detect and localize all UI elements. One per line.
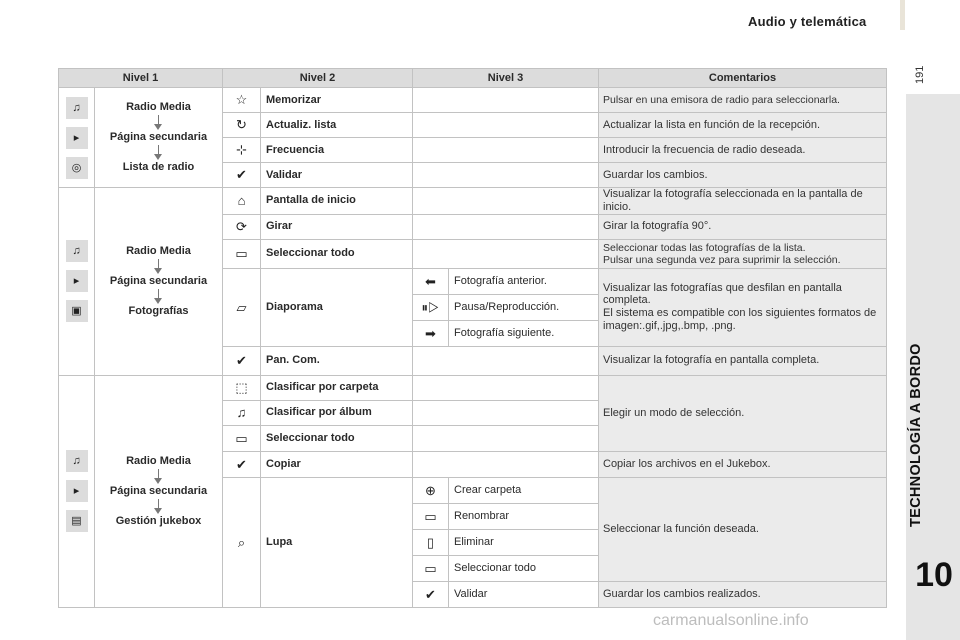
level3-empty: [413, 113, 599, 138]
level3-empty: [413, 346, 599, 375]
level3-label: Eliminar: [449, 529, 599, 555]
level2-label: Seleccionar todo: [261, 239, 413, 268]
level2-label: Lupa: [261, 477, 413, 607]
arrow-down-icon: [158, 499, 159, 511]
level1-path-photos: Radio Media Página secundaria Fotografías: [95, 188, 223, 376]
comment-cell: Visualizar la fotografía seleccionada en la pantalla de inicio.: [599, 188, 887, 215]
level3-empty: [413, 138, 599, 163]
level3-empty: [413, 451, 599, 477]
level3-label: Fotografía anterior.: [449, 268, 599, 294]
level2-label: Copiar: [261, 451, 413, 477]
select-all-icon: ▭: [223, 239, 261, 268]
rename-icon: ▭: [413, 503, 449, 529]
level2-label: Diaporama: [261, 268, 413, 346]
table-row: [59, 88, 887, 113]
arrow-left-icon: ⬅: [413, 268, 449, 294]
rotate-icon: ⟳: [223, 214, 261, 239]
comment-cell: Elegir un modo de selección.: [599, 375, 887, 451]
arrow-down-icon: [158, 289, 159, 301]
level3-empty: [413, 375, 599, 400]
home-screen-icon: ⌂: [223, 188, 261, 215]
music-note-icon: ♫: [66, 240, 88, 262]
level2-label: Clasificar por álbum: [261, 400, 413, 425]
level2-label: Validar: [261, 163, 413, 188]
arrow-down-icon: [158, 115, 159, 127]
arrow-right-icon: ➡: [413, 320, 449, 346]
column-header-level3: Nivel 3: [413, 69, 599, 88]
comment-cell: Introducir la frecuencia de radio deseada.: [599, 138, 887, 163]
select-all-icon: ▭: [413, 555, 449, 581]
page-header-title: Audio y telemática: [748, 14, 867, 29]
level2-label: Girar: [261, 214, 413, 239]
level1-icons-jukebox: [59, 375, 95, 607]
table-row: [59, 188, 887, 215]
folder-icon: ⬚: [223, 375, 261, 400]
level3-label: Pausa/Reproducción.: [449, 294, 599, 320]
album-icon: ♫: [223, 400, 261, 425]
comment-cell: Seleccionar todas las fotografías de la lista. Pulsar una segunda vez para suprimir la selección.: [599, 239, 887, 268]
level3-empty: [413, 239, 599, 268]
table-header-row: [59, 69, 887, 88]
jukebox-icon: ▤: [66, 510, 88, 532]
header-accent-bar: [900, 0, 905, 30]
footer-watermark: carmanualsonline.info: [653, 612, 809, 629]
page-icon: ▸: [66, 127, 88, 149]
level3-empty: [413, 425, 599, 451]
column-header-level2: Nivel 2: [223, 69, 413, 88]
level3-empty: [413, 214, 599, 239]
comment-cell: Visualizar la fotografía en pantalla completa.: [599, 346, 887, 375]
level3-empty: [413, 163, 599, 188]
comment-cell: Copiar los archivos en el Jukebox.: [599, 451, 887, 477]
comment-cell: Girar la fotografía 90°.: [599, 214, 887, 239]
level3-label: Crear carpeta: [449, 477, 599, 503]
menu-structure-table: [58, 68, 887, 608]
level2-label: Seleccionar todo: [261, 425, 413, 451]
pause-play-icon: ⏸▷: [413, 294, 449, 320]
new-folder-icon: ⊕: [413, 477, 449, 503]
chapter-section-label: TECHNOLOGÍA A BORDO: [908, 343, 924, 527]
music-note-icon: ♫: [66, 450, 88, 472]
arrow-down-icon: [158, 469, 159, 481]
level2-label: Clasificar por carpeta: [261, 375, 413, 400]
check-icon: ✔: [413, 581, 449, 607]
radio-antenna-icon: ◎: [66, 157, 88, 179]
level3-empty: [413, 400, 599, 425]
page-number: 191: [914, 65, 926, 85]
level1-icons-photos: [59, 188, 95, 376]
comment-cell: Guardar los cambios realizados.: [599, 581, 887, 607]
page-icon: ▸: [66, 270, 88, 292]
check-icon: ✔: [223, 346, 261, 375]
slideshow-icon: ▱: [223, 268, 261, 346]
column-header-level1: Nivel 1: [59, 69, 223, 88]
level2-label: Pantalla de inicio: [261, 188, 413, 215]
comment-cell: Guardar los cambios.: [599, 163, 887, 188]
check-icon: ✔: [223, 451, 261, 477]
level2-label: Actualiz. lista: [261, 113, 413, 138]
level3-label: Fotografía siguiente.: [449, 320, 599, 346]
arrow-down-icon: [158, 145, 159, 157]
level3-empty: [413, 188, 599, 215]
level2-label: Pan. Com.: [261, 346, 413, 375]
comment-cell: Seleccionar la función deseada.: [599, 477, 887, 581]
check-icon: ✔: [223, 163, 261, 188]
level1-path-radio: Radio Media Página secundaria Lista de radio: [95, 88, 223, 188]
frequency-icon: ⊹: [223, 138, 261, 163]
select-all-icon: ▭: [223, 425, 261, 451]
photo-icon: ▣: [66, 300, 88, 322]
arrow-down-icon: [158, 259, 159, 271]
level3-empty: [413, 88, 599, 113]
comment-cell: Pulsar en una emisora de radio para seleccionarla.: [599, 88, 887, 113]
trash-icon: ▯: [413, 529, 449, 555]
level2-label: Memorizar: [261, 88, 413, 113]
music-note-icon: ♫: [66, 97, 88, 119]
magnifier-icon: ⌕: [223, 477, 261, 607]
level3-label: Seleccionar todo: [449, 555, 599, 581]
chapter-number: 10: [915, 556, 953, 594]
refresh-icon: ↻: [223, 113, 261, 138]
level1-icons-radio: [59, 88, 95, 188]
memorize-icon: ☆: [223, 88, 261, 113]
level2-label: Frecuencia: [261, 138, 413, 163]
comment-cell: Visualizar las fotografías que desfilan en pantalla completa. El sistema es compatible con los siguientes formatos de imagen:.gif,.jpg,.bmp, .png.: [599, 268, 887, 346]
table-row: [59, 375, 887, 400]
level1-path-jukebox: Radio Media Página secundaria Gestión jukebox: [95, 375, 223, 607]
level3-label: Renombrar: [449, 503, 599, 529]
page-icon: ▸: [66, 480, 88, 502]
comment-cell: Actualizar la lista en función de la recepción.: [599, 113, 887, 138]
column-header-comments: Comentarios: [599, 69, 887, 88]
level3-label: Validar: [449, 581, 599, 607]
